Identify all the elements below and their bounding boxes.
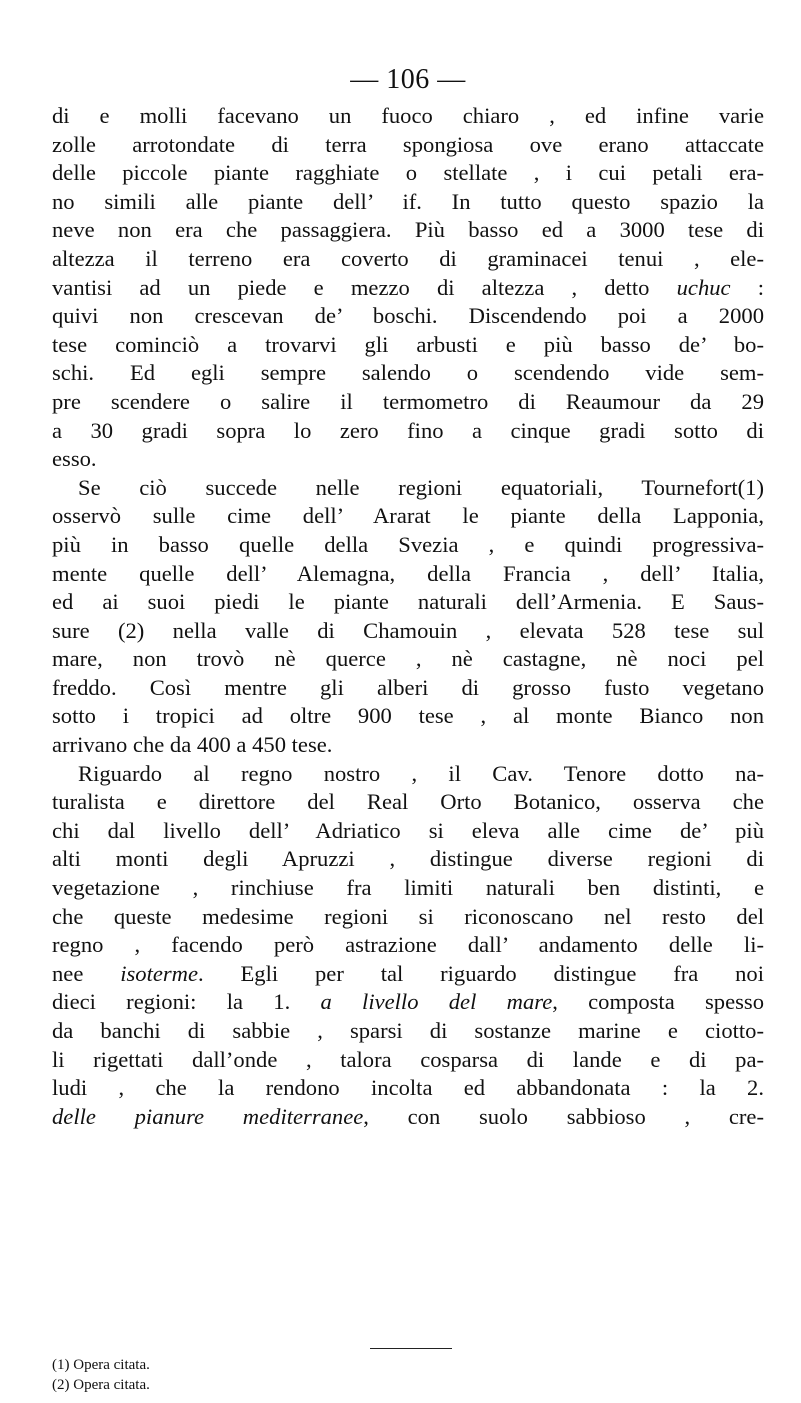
- text-line: [52, 960, 764, 989]
- text-line: altezza il terreno era coverto di graminacei tenui , ele-: [52, 245, 764, 271]
- text-line: Riguardo al regno nostro , il Cav. Tenore dotto na-: [78, 760, 764, 786]
- text-line: delle piccole piante ragghiate o stellate , i cui petali era-: [52, 160, 764, 186]
- text-line: freddo. Così mentre gli alberi di grosso fusto vegetano: [52, 674, 764, 700]
- text-line: sotto i tropici ad oltre 900 tese , al monte Bianco non: [52, 703, 764, 729]
- text-line: vegetazione , rinchiuse fra limiti naturali ben distinti, e: [52, 875, 764, 901]
- text-segment: nee: [52, 960, 121, 986]
- text-line: osservò sulle cime dell’ Ararat le piante della Lapponia,: [52, 503, 764, 529]
- text-line: che queste medesime regioni si riconoscano nel resto del: [52, 903, 764, 929]
- text-line: alti monti degli Apruzzi , distingue diverse regioni di: [52, 846, 764, 872]
- italic-term: uchuc: [676, 274, 731, 300]
- footnote-rule: [370, 1348, 452, 1349]
- page-number: — 106 —: [350, 64, 466, 95]
- text-line: [52, 274, 764, 303]
- text-segment: , con suolo sabbioso , cre-: [363, 1103, 764, 1129]
- text-segment: :: [730, 274, 764, 300]
- text-line: sure (2) nella valle di Chamouin , elevata 528 tese sul: [52, 617, 764, 643]
- footnotes: [52, 1355, 150, 1395]
- text-line: esso.: [52, 446, 97, 472]
- text-line: ed ai suoi piedi le piante naturali dell’Armenia. E Saus-: [52, 589, 764, 615]
- text-line: mare, non trovò nè querce , nè castagne, nè noci pel: [52, 646, 764, 672]
- italic-term: a livello del mare: [320, 989, 553, 1015]
- text-line: regno , facendo però astrazione dall’ andamento delle li-: [52, 932, 764, 958]
- footnote: (1) Opera citata.: [52, 1357, 150, 1373]
- text-segment: , composta spesso: [552, 989, 764, 1015]
- text-line: da banchi di sabbie , sparsi di sostanze marine e ciotto-: [52, 1018, 764, 1043]
- text-line: [52, 1103, 764, 1132]
- body-text: [52, 102, 764, 1131]
- footnote: (2) Opera citata.: [52, 1377, 150, 1393]
- text-line: li rigettati dall’onde , talora cosparsa di lande e di pa-: [52, 1046, 764, 1072]
- text-line: tese cominciò a trovarvi gli arbusti e più basso de’ bo-: [52, 331, 764, 357]
- text-segment: vantisi ad un piede e mezzo di altezza , detto: [52, 274, 677, 300]
- text-line: zolle arrotondate di terra spongiosa ove erano attaccate: [52, 131, 764, 157]
- text-line: arrivano che da 400 a 450 tese.: [52, 732, 333, 758]
- text-line: mente quelle dell’ Alemagna, della Francia , dell’ Italia,: [52, 560, 764, 586]
- text-line: a 30 gradi sopra lo zero fino a cinque gradi sotto di: [52, 417, 764, 443]
- text-line: neve non era che passaggiera. Più basso ed a 3000 tese di: [52, 217, 764, 243]
- text-segment: . Egli per tal riguardo distingue fra noi: [198, 960, 764, 986]
- text-line: di e molli facevano un fuoco chiaro , ed infine varie: [52, 103, 764, 128]
- text-line: più in basso quelle della Svezia , e quindi progressiva-: [52, 531, 764, 557]
- text-line: ludi , che la rendono incolta ed abbandonata : la 2.: [52, 1075, 764, 1101]
- text-line: schi. Ed egli sempre salendo o scendendo vide sem-: [52, 360, 764, 386]
- text-line: quivi non crescevan de’ boschi. Discendendo poi a 2000: [52, 303, 764, 329]
- text-line: [52, 988, 764, 1017]
- text-segment: dieci regioni: la 1.: [52, 989, 291, 1015]
- text-line: no simili alle piante dell’ if. In tutto questo spazio la: [52, 188, 764, 214]
- text-line: Se ciò succede nelle regioni equatoriali, Tournefort(1): [78, 474, 764, 500]
- italic-term: isoterme: [120, 960, 199, 986]
- text-line: pre scendere o salire il termometro di Reaumour da 29: [52, 388, 764, 414]
- text-line: chi dal livello dell’ Adriatico si eleva alle cime de’ più: [52, 817, 764, 843]
- italic-term: delle pianure mediterranee: [52, 1103, 364, 1129]
- text-line: turalista e direttore del Real Orto Botanico, osserva che: [52, 789, 764, 815]
